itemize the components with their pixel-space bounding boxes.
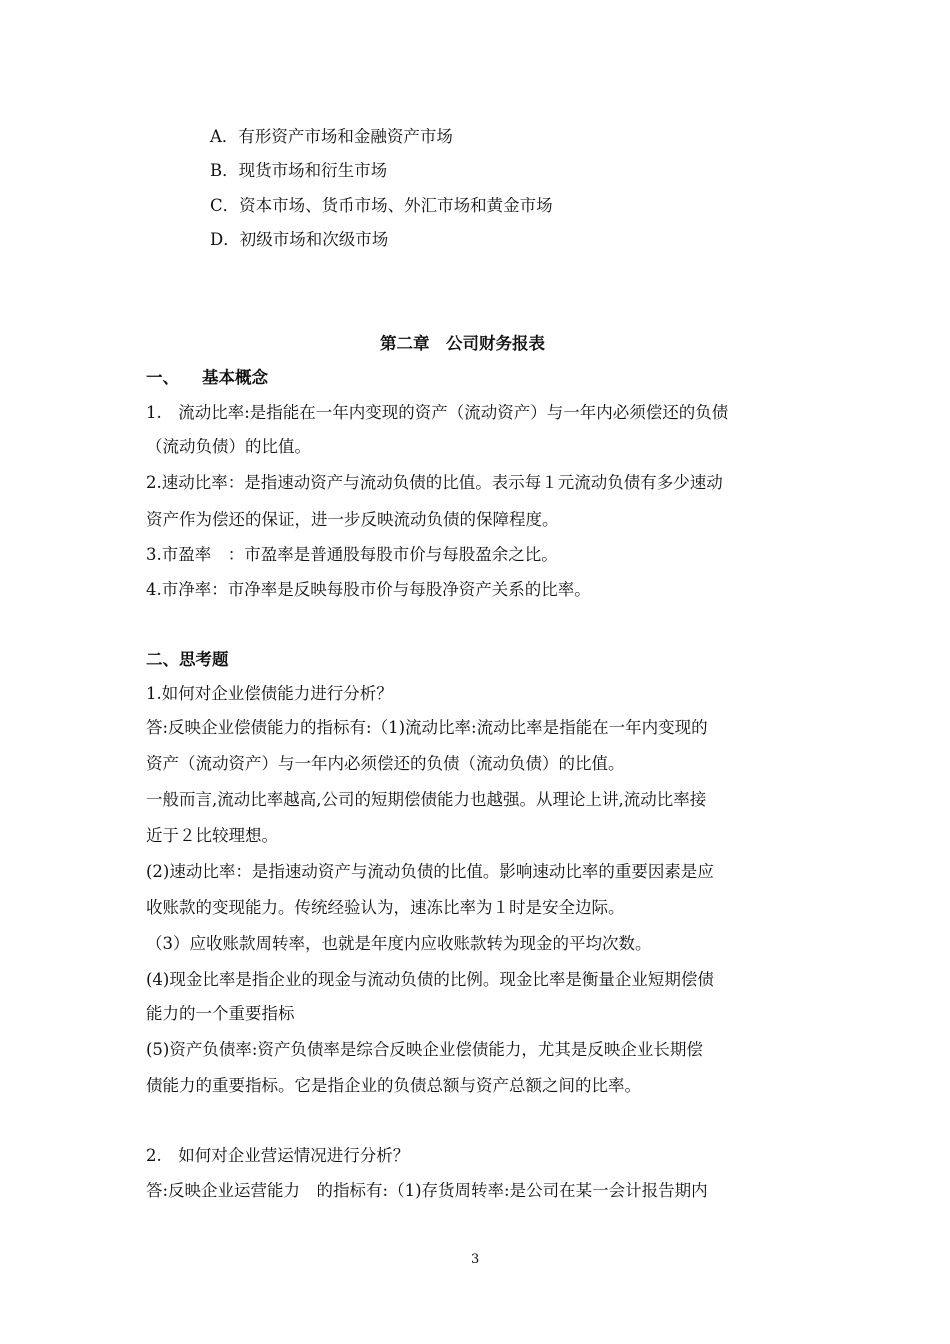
option-c: C．资本市场、货币市场、外汇市场和黄金市场 (210, 196, 553, 215)
paragraph-line: 收账款的变现能力。传统经验认为，速冻比率为１时是安全边际。 (146, 898, 625, 917)
section1-title: 基本概念 (202, 368, 268, 387)
paragraph-line: 1. 流动比率:是指能在一年内变现的资产（流动资产）与一年内必须偿还的负债 (146, 403, 729, 422)
paragraph-line: 一般而言,流动比率越高,公司的短期偿债能力也越强。从理论上讲,流动比率接 (146, 790, 707, 809)
section1-number: 一、 (146, 368, 179, 387)
paragraph-line: 2. 如何对企业营运情况进行分析？ (146, 1146, 410, 1165)
paragraph-line: 2.速动比率：是指速动资产与流动负债的比值。表示每１元流动负债有多少速动 (146, 473, 723, 492)
paragraph-line: 1.如何对企业偿债能力进行分析？ (146, 684, 393, 703)
paragraph-line: （3）应收账款周转率，也就是年度内应收账款转为现金的平均次数。 (146, 934, 652, 953)
option-a: A．有形资产市场和金融资产市场 (210, 127, 453, 146)
paragraph-line: 能力的一个重要指标 (146, 1004, 295, 1023)
paragraph-line: 资产作为偿还的保证，进一步反映流动负债的保障程度。 (146, 510, 559, 529)
paragraph-line: (5)资产负债率:资产负债率是综合反映企业偿债能力，尤其是反映企业长期偿 (146, 1040, 703, 1059)
paragraph-line: 答:反映企业偿债能力的指标有:（1)流动比率:流动比率是指能在一年内变现的 (146, 718, 708, 737)
section2-title: 二、思考题 (146, 650, 229, 669)
paragraph-line: 3.市盈率 ：市盈率是普通股每股市价与每股盈余之比。 (146, 545, 558, 564)
paragraph-line: (2)速动比率：是指速动资产与流动负债的比值。影响速动比率的重要因素是应 (146, 862, 714, 881)
chapter-title: 第二章 公司财务报表 (380, 334, 545, 353)
paragraph-line: （流动负债）的比值。 (146, 437, 311, 456)
paragraph-line: 答:反映企业运营能力 的指标有:（1)存货周转率:是公司在某一会计报告期内 (146, 1181, 708, 1200)
option-b: B．现货市场和衍生市场 (210, 161, 388, 180)
paragraph-line: 近于２比较理想。 (146, 826, 278, 845)
paragraph-line: 资产（流动资产）与一年内必须偿还的负债（流动负债）的比值。 (146, 754, 625, 773)
paragraph-line: 4.市净率：市净率是反映每股市价与每股净资产关系的比率。 (146, 580, 591, 599)
paragraph-line: 债能力的重要指标。它是指企业的负债总额与资产总额之间的比率。 (146, 1076, 641, 1095)
option-d: D．初级市场和次级市场 (210, 230, 389, 249)
page-number: 3 (471, 1252, 480, 1267)
paragraph-line: (4)现金比率是指企业的现金与流动负债的比例。现金比率是衡量企业短期偿债 (146, 970, 714, 989)
